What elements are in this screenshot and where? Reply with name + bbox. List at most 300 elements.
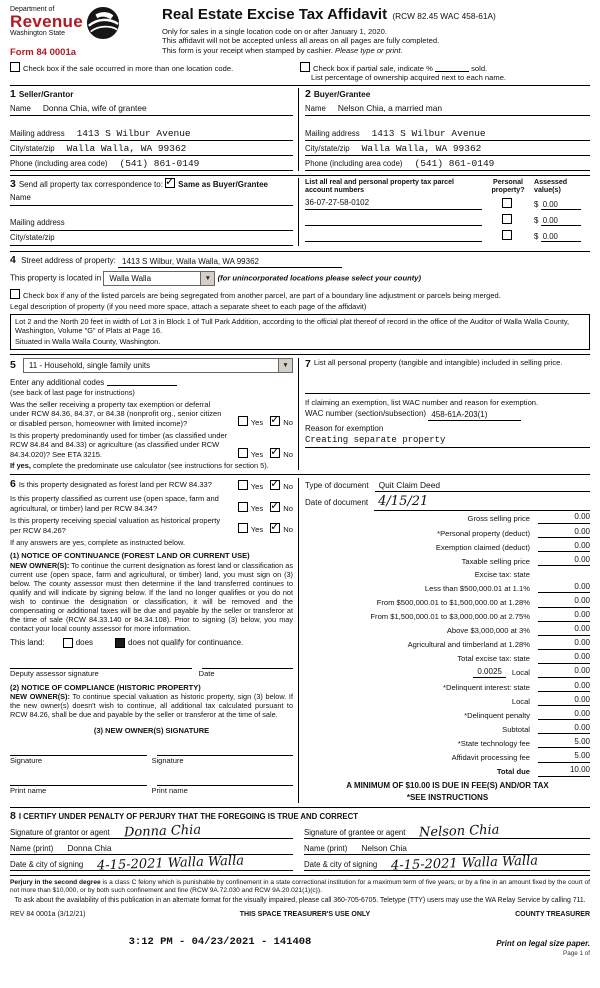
seller-phone-label: Phone (including area code) [10, 158, 108, 168]
use-code-dropdown-value: 11 - Household, single family units [28, 360, 151, 370]
multi-location-check [10, 62, 300, 83]
buyer-city-input[interactable]: Walla Walla, WA 99362 [361, 142, 482, 154]
grantor-print-name-input[interactable]: Donna Chia [67, 843, 112, 854]
header-note-2: This affidavit will not be accepted unless all areas on all pages are fully completed. [162, 36, 440, 46]
fee-value-input[interactable]: 0.00 [538, 652, 590, 664]
grantee-signature-label: Signature of grantee or agent [304, 828, 406, 838]
fee-label: Local [511, 696, 530, 706]
fee-label: Agricultural and timberland at 1.28% [407, 640, 530, 650]
segregated-check-line [10, 289, 590, 300]
exemption-yn [233, 416, 293, 427]
section-6-land [10, 478, 298, 802]
page-title: Real Estate Excise Tax Affidavit [162, 6, 388, 23]
dept-revenue: Revenue [10, 12, 83, 32]
notice-compliance-title: (2) NOTICE OF COMPLIANCE (HISTORIC PROPERTY) [10, 682, 201, 692]
this-land-label: This land: [10, 638, 45, 648]
street-address-label: Street address of property: [21, 256, 116, 266]
fee-row [305, 709, 590, 721]
fee-row [305, 638, 590, 650]
buyer-address-label: Mailing address [305, 128, 360, 138]
yes-label: Yes [250, 449, 264, 459]
fee-label: *State technology fee [457, 738, 530, 748]
assessed-value-input[interactable]: 0.00 [541, 200, 581, 211]
dept-line1: Department of [10, 6, 55, 13]
owner-signature-input[interactable] [10, 745, 147, 756]
title-row [162, 6, 590, 25]
doc-type-label: Type of document [305, 481, 369, 491]
title-rcw-ref: (RCW 82.45 WAC 458-61A) [392, 11, 496, 21]
section-4-number: 4 [10, 254, 16, 267]
correspondence-address-label: Mailing address [10, 218, 65, 228]
parcel-value-cell [534, 232, 590, 243]
historic-yn [233, 523, 293, 534]
wac-number-input[interactable]: 458-61A-203(1) [428, 410, 521, 421]
timber-no-checkbox[interactable] [270, 448, 280, 458]
fee-value-input[interactable]: 0.00 [538, 596, 590, 608]
forest-land-question [10, 478, 233, 491]
section-3-number: 3 [10, 177, 16, 190]
fee-value-input[interactable]: 0.00 [538, 638, 590, 650]
fee-label: Local [511, 668, 530, 678]
fee-row [305, 610, 590, 622]
section-3-label: Send all property tax correspondence to: [18, 179, 163, 189]
exemption-claim-label: If claiming an exemption, list WAC number and reason for exemption. [305, 397, 539, 407]
fee-row [305, 652, 590, 664]
if-yes-rest: complete the predominate use calculator (see instructions for section 5). [30, 461, 269, 471]
perjury-rest: is a class C felony which is punishable by confinement in a state correctional institution for a maximum term of five years, or by a fine in an amount fixed by the court of not more than $10,000, or by both such confinement and fine (RCW 9A.72.030 and RCW 9A.20.021(1)(c)). [10, 878, 590, 894]
fee-row [305, 695, 590, 707]
grantee-print-name-field [304, 841, 590, 855]
does-qualify-checkbox[interactable] [63, 638, 73, 648]
dept-block [10, 6, 158, 40]
personal-property-checkbox[interactable] [502, 230, 512, 240]
section-2-number: 2 [305, 87, 311, 100]
deputy-date-label: Date [198, 669, 215, 679]
unincorporated-note: (for unincorporated locations please select your county) [217, 273, 422, 283]
partial-sale-percent-input[interactable] [435, 63, 469, 72]
treasurer-space-label: THIS SPACE TREASURER'S USE ONLY [239, 910, 371, 918]
seller-name-field [10, 103, 293, 116]
current-use-yn [233, 502, 293, 513]
currency-symbol: $ [534, 215, 539, 225]
header-note-1: Only for sales in a single location code on or after January 1, 2020. [162, 26, 387, 36]
alternate-format-notice: To ask about the availability of this publication in an alternate format for the visually impaired, please call 360-705-6705. Teletype (TTY) users may use the WA Relay Service by calling 711. [14, 897, 586, 905]
seller-city-label: City/state/zip [10, 143, 55, 153]
use-code-dropdown[interactable] [23, 358, 293, 373]
buyer-address-input[interactable]: 1413 S Wilbur Avenue [371, 127, 486, 139]
wac-number-line [305, 409, 590, 421]
fee-value-input[interactable]: 0.00 [538, 512, 590, 524]
wac-number-label: WAC number (section/subsection) [305, 409, 427, 419]
legal-description-box[interactable] [10, 314, 590, 350]
parcel-number-input[interactable]: 36-07-27-58-0102 [305, 198, 482, 210]
personal-property-checkbox[interactable] [502, 214, 512, 224]
parcel-row [305, 230, 590, 242]
property-location-line [10, 271, 590, 286]
current-use-no-checkbox[interactable] [270, 502, 280, 512]
located-in-label: This property is located in [10, 273, 102, 283]
new-owners-bold: NEW OWNER(S): [10, 560, 70, 570]
street-address-line [10, 254, 590, 268]
notice-compliance-text: To continue special valuation as historic property, sign (3) below. If the new owner(s) doesn't wish to continue, all additional tax calculated pursuant to RCW 84.26, shall be due and payable by the seller or transferor at the time of sale. [10, 692, 293, 720]
grantor-signing-block [10, 822, 298, 874]
correspondence-city-label: City/state/zip [10, 233, 55, 243]
seller-phone-field [10, 158, 293, 171]
fee-value-input[interactable]: 0.00 [538, 610, 590, 622]
parties-band [10, 86, 590, 176]
forest-land-yn [233, 480, 293, 491]
parcel-pp-cell [482, 230, 534, 242]
parcel-pp-cell [482, 214, 534, 226]
header-note-3-italic: Please type or print. [335, 45, 403, 55]
correspondence-city-field [10, 233, 293, 246]
fees-column [298, 478, 590, 802]
forest-no-checkbox[interactable] [270, 480, 280, 490]
land-qualify-row [10, 638, 293, 648]
rev-number: REV 84 0001a (3/12/21) [10, 910, 86, 918]
grantee-date-city-label: Date & city of signing [304, 860, 378, 870]
no-label: No [283, 418, 293, 428]
section-6-number: 6 [10, 478, 16, 491]
buyer-city-label: City/state/zip [305, 143, 350, 153]
additional-codes-note: (see back of last page for instructions) [10, 387, 135, 397]
buyer-city-field [305, 143, 590, 156]
fee-value-input[interactable]: 10.00 [538, 765, 590, 777]
seller-city-input[interactable]: Walla Walla, WA 99362 [66, 142, 187, 154]
fee-row [305, 596, 590, 608]
parcel-value-cell [534, 200, 590, 211]
fee-row [305, 555, 590, 567]
owner-print-name-input[interactable] [10, 775, 147, 786]
use-code-band [10, 355, 590, 476]
currency-symbol: $ [534, 231, 539, 241]
see-instructions-note: *SEE INSTRUCTIONS [406, 792, 489, 802]
correspondence-name-field [10, 193, 293, 206]
parcel-row [305, 214, 590, 226]
buyer-name-input[interactable]: Nelson Chia, a married man [337, 102, 443, 113]
doc-date-input[interactable]: 4/15/21 [374, 494, 590, 511]
grantee-signature-field [304, 822, 590, 841]
doc-type-line [305, 480, 590, 492]
buyer-phone-label: Phone (including area code) [305, 158, 403, 168]
assessed-value-col-header: Assessed value(s) [534, 177, 568, 195]
grantor-date-city-input[interactable]: 4-15-2021 Walla Walla [97, 853, 245, 874]
header-right [158, 6, 590, 55]
no-label: No [283, 481, 293, 491]
assessed-value-input[interactable]: 0.00 [541, 232, 581, 243]
partial-sale-checkbox[interactable] [300, 62, 310, 72]
fee-label: Affidavit processing fee [451, 753, 530, 763]
grantor-date-city-label: Date & city of signing [10, 860, 84, 870]
fee-row-local-rate [305, 666, 590, 678]
personal-property-col-header: Personal property? [491, 177, 525, 195]
yes-label: Yes [250, 525, 264, 535]
fee-value-input[interactable]: 5.00 [538, 737, 590, 749]
no-label: No [283, 449, 293, 459]
grantee-signing-block [298, 822, 590, 874]
fee-row [305, 512, 590, 524]
fee-value-input[interactable]: 0.00 [538, 555, 590, 567]
buyer-phone-field [305, 158, 590, 171]
forest-land-question-text: Is this property designated as forest land per RCW 84.33? [18, 480, 212, 490]
historic-question: Is this property receiving special valuation as historical property per RCW 84.26? [10, 516, 221, 535]
yes-label: Yes [250, 418, 264, 428]
ownership-percent-note: List percentage of ownership acquired next to each name. [311, 73, 507, 83]
owner-print-labels [10, 786, 293, 795]
deputy-labels [10, 669, 293, 678]
exemption-question: Was the seller receiving a property tax exemption or deferral under RCW 84.36, 84.37, or 84.38 (nonprofit org., senior citizen or disabled person, homeowner with limited income)? [10, 399, 222, 428]
fee-label: Total excise tax: state [457, 654, 530, 664]
doc-type-input[interactable]: Quit Claim Deed [375, 480, 590, 492]
legal-size-note: Print on legal size paper. [496, 938, 590, 948]
seller-name-label: Name [10, 103, 31, 113]
header [10, 6, 590, 59]
parcel-pp-cell [482, 198, 534, 210]
timber-question: Is this property predominantly used for timber (as classified under RCW 84.84 and 84.33) or agriculture (as classified under RCW 84.34.020)? See ETA 3215. [10, 430, 228, 459]
same-as-buyer-label: Same as Buyer/Grantee [178, 179, 268, 189]
fee-label: Exemption claimed (deduct) [435, 542, 530, 552]
partial-sale-check [300, 62, 590, 83]
page-number-note: Page 1 of [563, 949, 590, 957]
correspondence-band [10, 176, 590, 252]
deputy-signature-input[interactable] [10, 658, 192, 669]
form-number: Form 84 0001a [10, 47, 77, 58]
fee-row [305, 723, 590, 735]
currency-symbol: $ [534, 199, 539, 209]
section-1-number: 1 [10, 87, 16, 100]
owner-signature-labels [10, 756, 293, 765]
notice-compliance-body [10, 692, 293, 719]
grantee-print-name-label: Name (print) [304, 844, 348, 854]
notice-continuance-body [10, 561, 293, 634]
historic-no-checkbox[interactable] [270, 523, 280, 533]
header-note-3-text: This form is your receipt when stamped by cashier. [162, 45, 336, 55]
segregated-checkbox[interactable] [10, 289, 20, 299]
current-use-question: Is this property classified as current use (open space, farm and agricultural, or timber) land per RCW 84.34? [10, 494, 219, 513]
grantor-signature-field [10, 822, 293, 841]
section-8-number: 8 [10, 809, 16, 822]
fee-label: From $1,500,000.01 to $3,000,000.00 at 2.75% [370, 612, 530, 622]
header-left [10, 6, 158, 59]
chevron-down-icon[interactable]: ▼ [200, 272, 214, 285]
fee-row [305, 624, 590, 636]
section-7-personal-property [298, 358, 590, 471]
parcel-table-header [305, 178, 590, 194]
exemption-question-row [10, 400, 293, 428]
fee-value-input[interactable]: 0.00 [538, 541, 590, 553]
current-use-yes-checkbox[interactable] [238, 502, 248, 512]
segregated-label: Check box if any of the listed parcels are being segregated from another parcel, are part of a boundary line adjustment or parcels being merged. [23, 291, 501, 301]
seller-address-input[interactable]: 1413 S Wilbur Avenue [76, 127, 191, 139]
buyer-phone-input[interactable]: (541) 861-0149 [414, 157, 495, 169]
section-5-number: 5 [10, 358, 16, 371]
parcel-table [298, 178, 590, 246]
top-checkbox-row [10, 62, 590, 86]
dor-logo-icon [86, 6, 120, 40]
does-not-label: does not qualify for continuance. [128, 638, 244, 648]
owner-print-lines [10, 775, 293, 786]
grantee-print-name-input[interactable]: Nelson Chia [361, 843, 407, 854]
chevron-down-icon[interactable]: ▼ [278, 359, 292, 372]
timber-question-row [10, 431, 293, 459]
multi-location-label: Check box if the sale occurred in more than one location code. [23, 63, 234, 73]
stamp-row [10, 936, 590, 949]
legal-description-situated: Situated in Walla Walla County, Washington. [15, 337, 161, 347]
seller-address-label: Mailing address [10, 128, 65, 138]
deputy-signature-lines [10, 658, 293, 669]
fee-label: Less than $500,000.01 at 1.1% [424, 583, 530, 593]
section-2-buyer [298, 88, 590, 171]
answers-yes-note: If any answers are yes, complete as instructed below. [10, 537, 185, 547]
personal-property-checkbox[interactable] [502, 198, 512, 208]
cashier-stamp: 3:12 PM - 04/23/2021 - 141408 [128, 935, 312, 948]
land-and-fees-band [10, 475, 590, 807]
deputy-signature-label: Deputy assessor signature [10, 669, 99, 679]
fee-value-input[interactable]: 0.00 [538, 666, 590, 678]
seller-name-input[interactable]: Donna Chia, wife of grantee [42, 102, 147, 113]
fee-value-input[interactable]: 0.00 [538, 624, 590, 636]
parcel-row [305, 198, 590, 210]
notice-continuance-title: (1) NOTICE OF CONTINUANCE (FOREST LAND OR CURRENT USE) [10, 551, 250, 561]
new-owners-bold: NEW OWNER(S): [10, 692, 70, 702]
doc-date-line [305, 494, 590, 510]
county-dropdown-value: Walla Walla [109, 274, 152, 284]
fee-row-total-due [305, 765, 590, 777]
fee-row [305, 527, 590, 539]
fee-label: Taxable selling price [461, 556, 530, 566]
grantor-print-name-field [10, 841, 293, 855]
fee-row [305, 582, 590, 594]
fee-row [305, 569, 590, 580]
assessed-value-input[interactable]: 0.00 [541, 216, 581, 227]
fee-label: Subtotal [502, 724, 530, 734]
partial-sale-sold-label: sold. [471, 63, 488, 73]
section-2-title: Buyer/Grantee [313, 89, 371, 99]
fee-row [305, 751, 590, 763]
dept-line3: Washington State [10, 30, 65, 38]
correspondence-address-field [10, 218, 293, 231]
seller-city-field [10, 143, 293, 156]
exemption-no-checkbox[interactable] [270, 416, 280, 426]
dept-text [10, 6, 83, 38]
perjury-bold: Perjury in the second degree [10, 878, 101, 886]
perjury-notice [10, 879, 590, 895]
current-use-question-row [10, 494, 293, 513]
certify-statement: I CERTIFY UNDER PENALTY OF PERJURY THAT THE FOREGOING IS TRUE AND CORRECT [18, 811, 359, 821]
correspondence-name-label: Name [10, 193, 31, 203]
new-owners-signature-title: (3) NEW OWNER(S) SIGNATURE [93, 725, 210, 735]
fee-row [305, 541, 590, 553]
header-note-3 [162, 46, 590, 55]
fee-value-input[interactable]: 0.00 [538, 681, 590, 693]
print-name-label: Print name [151, 786, 188, 796]
fee-value-input[interactable]: 0.00 [538, 527, 590, 539]
county-dropdown[interactable] [103, 271, 215, 286]
historic-yes-checkbox[interactable] [238, 523, 248, 533]
street-address-input[interactable]: 1413 S Wilbur, Walla Walla, WA 99362 [118, 257, 342, 268]
additional-codes-label: Enter any additional codes [10, 377, 105, 387]
grantor-signature-input[interactable]: Donna Chia [123, 822, 202, 841]
section-1-seller [10, 88, 298, 171]
fee-value-input[interactable]: 5.00 [538, 751, 590, 763]
owner-print-name-input[interactable] [157, 775, 294, 786]
grantor-print-name-label: Name (print) [10, 844, 54, 854]
historic-question-row [10, 516, 293, 535]
deputy-date-input[interactable] [202, 658, 293, 669]
minimum-due-note: A MINIMUM OF $10.00 IS DUE IN FEE(S) AND/OR TAX [346, 780, 549, 790]
reason-for-exemption-label: Reason for exemption [305, 424, 384, 434]
forest-yes-checkbox[interactable] [238, 480, 248, 490]
section-8-certify [10, 808, 590, 876]
does-label: does [75, 638, 94, 648]
multi-location-checkbox[interactable] [10, 62, 20, 72]
timber-yn [233, 448, 293, 459]
no-label: No [283, 525, 293, 535]
print-name-label: Print name [10, 786, 47, 796]
fee-row [305, 681, 590, 693]
notice-continuance-text: To continue the current designation as forest land or classification as current use (open space, farm and agricultural, or timber) land, you must sign on (3) below. The county assessor must then determine if the land transferred continues to qualify and will indicate by signing below. If the land no longer qualifies or you do not wish to continue the designation or classification, it will be removed and the compensating or additional taxes will be due and payable by the seller or transferor at the time of sale (RCW 84.33.140 or 84.34.108). Prior to signing (3) below, you may contact your local county assessor for more information. [10, 560, 293, 634]
fee-value-input[interactable]: 0.00 [538, 709, 590, 721]
legal-description-label: Legal description of property (if you need more space, attach a separate sheet to each page of the affidavit) [10, 302, 367, 312]
buyer-name-field [305, 103, 590, 116]
footer-row [10, 911, 590, 920]
exemption-yes-checkbox[interactable] [238, 416, 248, 426]
parcel-number-input[interactable] [305, 230, 482, 242]
timber-yes-checkbox[interactable] [238, 448, 248, 458]
personal-property-input[interactable] [305, 371, 590, 394]
fee-label: *Personal property (deduct) [437, 528, 530, 538]
fee-value-input[interactable]: 0.00 [538, 582, 590, 594]
fee-label: From $500,000.01 to $1,500,000.00 at 1.28% [376, 598, 530, 608]
fee-value-input[interactable]: 0.00 [538, 723, 590, 735]
grantee-date-city-field [304, 853, 590, 874]
signature-label: Signature [10, 755, 43, 765]
grantor-date-city-field [10, 853, 293, 874]
county-treasurer-label: COUNTY TREASURER [515, 910, 590, 918]
parcel-value-cell [534, 216, 590, 227]
footer [10, 879, 590, 958]
legal-description-text: Lot 2 and the North 20 feet in width of Lot 3 in Block 1 of Tull Park Addition, according to the official plat thereof of record in the office of the Auditor of Walla Walla County, Washington, Volume "G" of Plats at Page 16. [15, 316, 570, 336]
fee-label: *Delinquent interest: state [443, 682, 530, 692]
seller-address-field [10, 128, 293, 141]
owner-signature-lines [10, 745, 293, 756]
signature-label: Signature [151, 755, 184, 765]
section-1-title: Seller/Grantor [18, 89, 74, 99]
grantee-date-city-input[interactable]: 4-15-2021 Walla Walla [391, 853, 539, 874]
section-5-use-code [10, 358, 298, 471]
additional-codes-input[interactable] [107, 377, 177, 386]
does-not-qualify-checkbox[interactable] [115, 638, 125, 648]
fee-value-input[interactable]: 0.00 [538, 695, 590, 707]
same-as-buyer-checkbox[interactable] [165, 178, 175, 188]
if-yes-bold: If yes, [10, 461, 31, 471]
fee-row [305, 737, 590, 749]
doc-date-label: Date of document [305, 497, 369, 507]
section-7-number: 7 [305, 357, 311, 370]
seller-phone-input[interactable]: (541) 861-0149 [119, 157, 200, 169]
reason-for-exemption-input[interactable]: Creating separate property [305, 435, 590, 448]
owner-signature-input[interactable] [157, 745, 294, 756]
no-label: No [283, 503, 293, 513]
grantee-signature-input[interactable]: Nelson Chia [419, 822, 501, 841]
fee-label: Above $3,000,000 at 3% [446, 626, 530, 636]
parcel-number-input[interactable] [305, 214, 482, 226]
yes-label: Yes [250, 503, 264, 513]
fee-label: *Delinquent penalty [464, 710, 530, 720]
personal-property-label: List all personal property (tangible and intangible) included in selling price. [313, 357, 563, 367]
local-rate-input[interactable]: 0.0025 [473, 667, 505, 678]
parcel-col-header: List all real and personal property tax parcel account numbers [305, 177, 455, 195]
